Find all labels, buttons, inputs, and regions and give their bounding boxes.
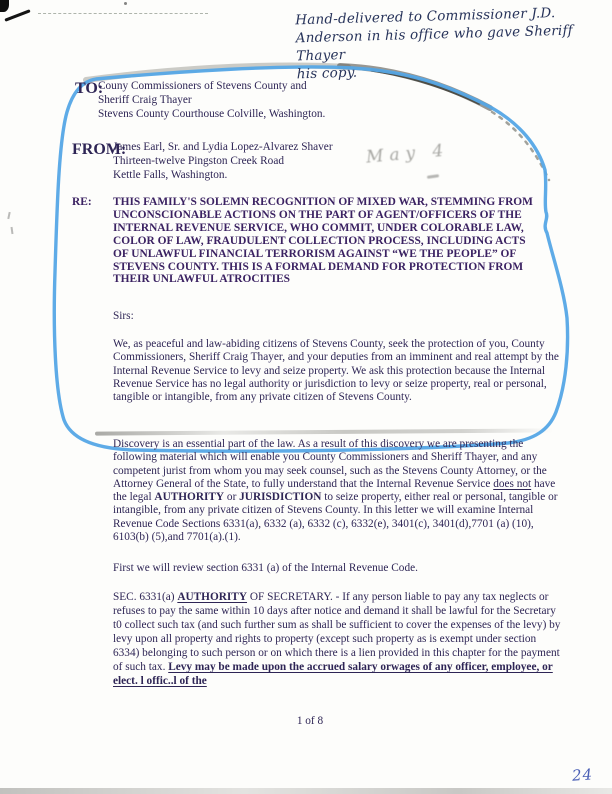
pencil-dash-mark [427,174,439,179]
paragraph-2-bold: JURISDICTION [239,491,322,504]
handwritten-note-line: Hand-delivered to Commissioner J.D. [295,5,556,29]
salutation: Sirs: [113,310,134,322]
re-label: RE: [72,196,92,208]
handwritten-corner-number: 24 [571,765,594,785]
re-line: STEVENS COUNTY. THIS IS A FORMAL DEMAND FOR PROTECTION FROM [113,260,524,273]
paragraph-4-bold-underlined: Levy may be made upon the accrued salary orwages of any officer, employee, or elect. l offic..l of the [113,661,553,687]
paragraph-4-bold-underlined: AUTHORITY [177,591,248,603]
from-address [113,141,333,182]
photocopy-smudge-line [95,428,553,435]
page-number: 1 of 8 [296,715,324,727]
re-line: THEIR UNLAWFUL ATROCITIES [113,273,291,286]
paragraph-2-text: or [224,491,240,504]
scan-bottom-streak [0,788,612,794]
re-line: THIS FAMILY'S SOLEMN RECOGNITION OF MIXED WAR, STEMMING FROM [113,196,533,208]
re-subject [113,196,565,286]
scan-corner-blob [0,0,9,12]
re-line: INTERNAL REVENUE SERVICE, WHO COMMIT, UNDER COLORABLE LAW, [113,221,524,234]
pencil-date-mark: May 4 [365,140,451,168]
toner-speck [124,2,127,5]
handwritten-note-line: his copy. [296,64,358,83]
re-line: UNCONSCIONABLE ACTIONS ON THE PART OF AGENT/OFFICERS OF THE [113,208,522,221]
from-line: Thirteen-twelve Pingston Creek Road [113,154,284,167]
margin-mark [11,227,14,234]
paragraph-2-bold: AUTHORITY [154,491,225,504]
re-line: COLOR OF LAW, FRAUDULENT COLLECTION PROCESS, INCLUDING ACTS [113,234,526,247]
paragraph-4-text: OF SECRETARY. - If any person liable to pay any tax neglects or refuses to pay the same within 10 days after notice and demand it shall be lawful for the Secretary t0 collect such tax (and such further sum as shall be sufficient to cover the expenses of the levy) by levy upon all property and rights to property (except such property as is exempt under section 6334) belonging to such person or on which there is a lien provided in this chapter for the payment of such tax. [113,591,561,673]
handwritten-note [295,3,607,84]
handwritten-note-line: Anderson in his office who gave Sheriff Thayer [295,22,574,65]
pen-slash-mark [4,9,30,21]
to-line: Sheriff Craig Thayer [98,93,192,106]
to-line: Couny Commissioners of Stevens County and [98,80,307,92]
paragraph-4-text: SEC. 6331(a) [113,591,178,603]
body-paragraph-1: We, as peaceful and law-abiding citizens of Stevens County, seek the protection of you, County Commissioners, Sheriff Craig Thayer, and your deputies from an imminent and real attempt by the Internal Revenue Service to levy and seize property. We ask this protection because the Internal Revenue Service has no legal authority or jurisdiction to levy or seize property, real or personal, tangible or intangible, from any private citizen of Stevens County. [113,338,559,404]
paragraph-2-underlined: does not [493,477,532,490]
body-paragraph-2 [113,438,563,544]
body-paragraph-3: First we will review section 6331 (a) of the Internal Revenue Code. [113,562,418,574]
faint-dotted-line [38,13,208,14]
paragraph-2-text: have the legal [113,477,556,504]
re-line: OF UNLAWFUL FINANCIAL TERRORISM AGAINST “WE THE PEOPLE” OF [113,247,517,260]
from-line: James Earl, Sr. and Lydia Lopez-Alvarez Shaver [113,141,333,153]
from-label: FROM: [72,141,127,158]
paragraph-2-text: to seize property, either real or personal, tangible or intangible, from any private citizen of Stevens County. In this letter we will examine Internal Revenue Code Sections 6331(a), 6332 (a), 6332 (c), 6332(e), 3401(c), 3401(d),7701 (a) (10), 6103(b) (5),and 7701(a).(1). [113,491,558,544]
to-label: TO: [75,80,104,97]
body-paragraph-4 [113,590,565,688]
to-line: Stevens County Courthouse Colville, Washington. [98,107,326,120]
smudge-dotted-tail [492,112,549,180]
from-line: Kettle Falls, Washington. [113,168,228,181]
margin-mark [7,212,10,219]
paragraph-2-text: Discovery is an essential part of the law. As a result of this discovery we are presenting the following material which will enable you County Commissioners and Sheriff Thayer, and any competent jurist from whom you may seek counsel, such as the Stevens County Attorney, or the Attorney General of the State, to fully understand that the Internal Revenue Service [113,438,547,490]
to-address [98,80,325,121]
